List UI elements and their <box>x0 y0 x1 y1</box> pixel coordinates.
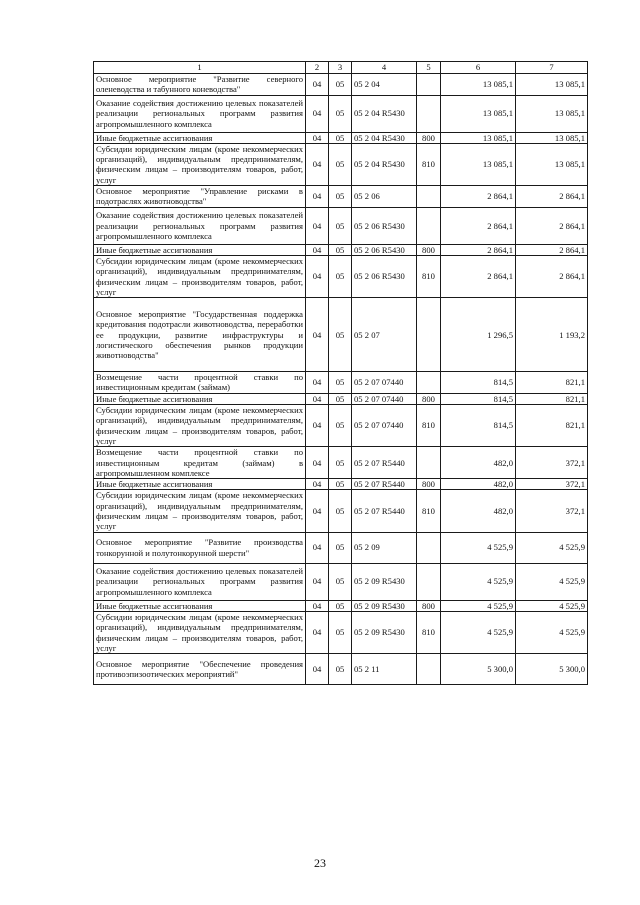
row-name: Основное мероприятие "Государственная поддержка кредитования подотрасли животноводства, переработки ее продукции, развитие инфраструктуры и логистического обеспечения рынков продукции животноводства" <box>94 298 306 372</box>
row-section: 04 <box>306 654 329 685</box>
row-subsection: 05 <box>329 95 352 132</box>
row-subsection: 05 <box>329 393 352 404</box>
row-name: Субсидии юридическим лицам (кроме некоммерческих организаций), индивидуальным предпринимателям, физическим лицам – производителям товаров, работ, услуг <box>94 405 306 447</box>
row-amount-year-1: 2 864,1 <box>441 207 516 244</box>
table-row <box>94 532 588 563</box>
row-expense-type: 800 <box>417 244 441 255</box>
row-subsection: 05 <box>329 186 352 208</box>
row-expense-type: 810 <box>417 143 441 185</box>
row-name: Основное мероприятие "Развитие северного оленеводства и табунного коневодства" <box>94 74 306 96</box>
row-expense-type <box>417 74 441 96</box>
row-target-article: 05 2 09 R5430 <box>352 600 417 611</box>
table-row <box>94 611 588 653</box>
row-section: 04 <box>306 393 329 404</box>
row-amount-year-1: 482,0 <box>441 479 516 490</box>
row-section: 04 <box>306 372 329 394</box>
header-cell-3: 3 <box>329 62 352 74</box>
row-target-article: 05 2 06 R5430 <box>352 244 417 255</box>
row-name: Основное мероприятие "Обеспечение проведения противоэпизоотических мероприятий" <box>94 654 306 685</box>
row-amount-year-1: 2 864,1 <box>441 255 516 297</box>
row-target-article: 05 2 04 <box>352 74 417 96</box>
row-amount-year-2: 4 525,9 <box>516 600 588 611</box>
row-subsection: 05 <box>329 611 352 653</box>
row-amount-year-2: 13 085,1 <box>516 143 588 185</box>
row-amount-year-2: 372,1 <box>516 490 588 532</box>
row-expense-type: 800 <box>417 132 441 143</box>
row-section: 04 <box>306 479 329 490</box>
row-subsection: 05 <box>329 532 352 563</box>
row-section: 04 <box>306 244 329 255</box>
header-cell-5: 5 <box>417 62 441 74</box>
row-subsection: 05 <box>329 255 352 297</box>
table-row <box>94 654 588 685</box>
row-target-article: 05 2 06 R5430 <box>352 207 417 244</box>
table-row <box>94 600 588 611</box>
row-amount-year-1: 13 085,1 <box>441 74 516 96</box>
row-name: Основное мероприятие "Управление рисками в подотраслях животноводства" <box>94 186 306 208</box>
row-section: 04 <box>306 405 329 447</box>
row-expense-type: 800 <box>417 479 441 490</box>
row-amount-year-1: 2 864,1 <box>441 244 516 255</box>
row-name: Субсидии юридическим лицам (кроме некоммерческих организаций), индивидуальным предпринимателям, физическим лицам – производителям товаров, работ, услуг <box>94 255 306 297</box>
row-target-article: 05 2 07 07440 <box>352 372 417 394</box>
row-subsection: 05 <box>329 132 352 143</box>
row-amount-year-2: 372,1 <box>516 479 588 490</box>
row-target-article: 05 2 06 <box>352 186 417 208</box>
header-cell-6: 6 <box>441 62 516 74</box>
row-subsection: 05 <box>329 447 352 479</box>
row-name: Оказание содействия достижению целевых показателей реализации региональных программ развития агропромышленного комплекса <box>94 95 306 132</box>
row-name: Субсидии юридическим лицам (кроме некоммерческих организаций), индивидуальным предпринимателям, физическим лицам – производителям товаров, работ, услуг <box>94 490 306 532</box>
row-expense-type <box>417 563 441 600</box>
table-row <box>94 74 588 96</box>
row-subsection: 05 <box>329 74 352 96</box>
row-subsection: 05 <box>329 405 352 447</box>
row-expense-type: 800 <box>417 393 441 404</box>
row-expense-type <box>417 207 441 244</box>
row-section: 04 <box>306 186 329 208</box>
row-amount-year-1: 13 085,1 <box>441 143 516 185</box>
row-name: Оказание содействия достижению целевых показателей реализации региональных программ развития агропромышленного комплекса <box>94 563 306 600</box>
table-row <box>94 447 588 479</box>
table-row <box>94 563 588 600</box>
row-expense-type <box>417 532 441 563</box>
row-target-article: 05 2 09 <box>352 532 417 563</box>
row-section: 04 <box>306 207 329 244</box>
row-amount-year-1: 5 300,0 <box>441 654 516 685</box>
row-target-article: 05 2 06 R5430 <box>352 255 417 297</box>
table-row <box>94 186 588 208</box>
budget-table <box>93 61 588 685</box>
row-expense-type: 810 <box>417 490 441 532</box>
row-section: 04 <box>306 600 329 611</box>
table-row <box>94 95 588 132</box>
row-section: 04 <box>306 132 329 143</box>
row-target-article: 05 2 07 07440 <box>352 405 417 447</box>
row-section: 04 <box>306 143 329 185</box>
header-cell-4: 4 <box>352 62 417 74</box>
row-subsection: 05 <box>329 563 352 600</box>
row-name: Основное мероприятие "Развитие производства тонкорунной и полутонкорунной шерсти" <box>94 532 306 563</box>
row-amount-year-2: 4 525,9 <box>516 532 588 563</box>
row-amount-year-1: 1 296,5 <box>441 298 516 372</box>
header-cell-2: 2 <box>306 62 329 74</box>
row-name: Иные бюджетные ассигнования <box>94 479 306 490</box>
row-expense-type <box>417 95 441 132</box>
row-expense-type <box>417 447 441 479</box>
row-section: 04 <box>306 74 329 96</box>
row-amount-year-1: 4 525,9 <box>441 600 516 611</box>
row-subsection: 05 <box>329 244 352 255</box>
table-row <box>94 405 588 447</box>
row-section: 04 <box>306 298 329 372</box>
row-name: Субсидии юридическим лицам (кроме некоммерческих организаций), индивидуальным предпринимателям, физическим лицам – производителям товаров, работ, услуг <box>94 611 306 653</box>
row-expense-type <box>417 654 441 685</box>
row-section: 04 <box>306 563 329 600</box>
row-name: Оказание содействия достижению целевых показателей реализации региональных программ развития агропромышленного комплекса <box>94 207 306 244</box>
table-row <box>94 490 588 532</box>
row-name: Возмещение части процентной ставки по инвестиционным кредитам (займам) <box>94 372 306 394</box>
row-amount-year-2: 13 085,1 <box>516 74 588 96</box>
header-row <box>94 62 588 74</box>
header-cell-7: 7 <box>516 62 588 74</box>
table-row <box>94 207 588 244</box>
row-target-article: 05 2 07 R5440 <box>352 490 417 532</box>
row-section: 04 <box>306 611 329 653</box>
row-name: Субсидии юридическим лицам (кроме некоммерческих организаций), индивидуальным предпринимателям, физическим лицам – производителям товаров, работ, услуг <box>94 143 306 185</box>
row-name: Иные бюджетные ассигнования <box>94 600 306 611</box>
row-subsection: 05 <box>329 490 352 532</box>
row-target-article: 05 2 09 R5430 <box>352 611 417 653</box>
row-section: 04 <box>306 447 329 479</box>
row-expense-type: 800 <box>417 600 441 611</box>
row-amount-year-2: 821,1 <box>516 405 588 447</box>
row-amount-year-1: 814,5 <box>441 372 516 394</box>
table-row <box>94 393 588 404</box>
row-target-article: 05 2 07 R5440 <box>352 447 417 479</box>
row-expense-type: 810 <box>417 611 441 653</box>
row-subsection: 05 <box>329 207 352 244</box>
header-cell-1: 1 <box>94 62 306 74</box>
row-amount-year-1: 2 864,1 <box>441 186 516 208</box>
row-section: 04 <box>306 490 329 532</box>
row-target-article: 05 2 11 <box>352 654 417 685</box>
row-amount-year-1: 482,0 <box>441 447 516 479</box>
row-amount-year-2: 13 085,1 <box>516 132 588 143</box>
row-section: 04 <box>306 532 329 563</box>
row-target-article: 05 2 07 07440 <box>352 393 417 404</box>
row-name: Иные бюджетные ассигнования <box>94 244 306 255</box>
row-subsection: 05 <box>329 298 352 372</box>
row-amount-year-1: 4 525,9 <box>441 611 516 653</box>
row-target-article: 05 2 04 R5430 <box>352 95 417 132</box>
row-target-article: 05 2 09 R5430 <box>352 563 417 600</box>
row-amount-year-2: 2 864,1 <box>516 255 588 297</box>
row-amount-year-1: 814,5 <box>441 405 516 447</box>
table-row <box>94 298 588 372</box>
row-name: Иные бюджетные ассигнования <box>94 393 306 404</box>
row-target-article: 05 2 07 <box>352 298 417 372</box>
row-amount-year-1: 13 085,1 <box>441 132 516 143</box>
page-number: 23 <box>314 856 326 870</box>
table-row <box>94 255 588 297</box>
row-expense-type <box>417 186 441 208</box>
row-subsection: 05 <box>329 372 352 394</box>
table-row <box>94 143 588 185</box>
row-amount-year-2: 1 193,2 <box>516 298 588 372</box>
row-amount-year-2: 372,1 <box>516 447 588 479</box>
row-expense-type <box>417 372 441 394</box>
table-row <box>94 372 588 394</box>
row-name: Иные бюджетные ассигнования <box>94 132 306 143</box>
row-amount-year-1: 814,5 <box>441 393 516 404</box>
row-amount-year-2: 2 864,1 <box>516 186 588 208</box>
row-expense-type: 810 <box>417 405 441 447</box>
row-section: 04 <box>306 255 329 297</box>
row-amount-year-2: 4 525,9 <box>516 563 588 600</box>
row-target-article: 05 2 04 R5430 <box>352 143 417 185</box>
row-name: Возмещение части процентной ставки по инвестиционным кредитам (займам) в агропромышленном комплексе <box>94 447 306 479</box>
row-amount-year-2: 2 864,1 <box>516 244 588 255</box>
row-expense-type <box>417 298 441 372</box>
table-row <box>94 479 588 490</box>
row-amount-year-1: 482,0 <box>441 490 516 532</box>
row-section: 04 <box>306 95 329 132</box>
table-body <box>94 74 588 685</box>
row-amount-year-1: 4 525,9 <box>441 563 516 600</box>
table-row <box>94 132 588 143</box>
table-row <box>94 244 588 255</box>
row-subsection: 05 <box>329 479 352 490</box>
row-amount-year-2: 4 525,9 <box>516 611 588 653</box>
row-amount-year-1: 13 085,1 <box>441 95 516 132</box>
row-amount-year-1: 4 525,9 <box>441 532 516 563</box>
row-amount-year-2: 5 300,0 <box>516 654 588 685</box>
row-amount-year-2: 821,1 <box>516 372 588 394</box>
row-target-article: 05 2 07 R5440 <box>352 479 417 490</box>
row-subsection: 05 <box>329 143 352 185</box>
row-subsection: 05 <box>329 600 352 611</box>
row-amount-year-2: 13 085,1 <box>516 95 588 132</box>
row-expense-type: 810 <box>417 255 441 297</box>
row-subsection: 05 <box>329 654 352 685</box>
row-target-article: 05 2 04 R5430 <box>352 132 417 143</box>
row-amount-year-2: 821,1 <box>516 393 588 404</box>
row-amount-year-2: 2 864,1 <box>516 207 588 244</box>
